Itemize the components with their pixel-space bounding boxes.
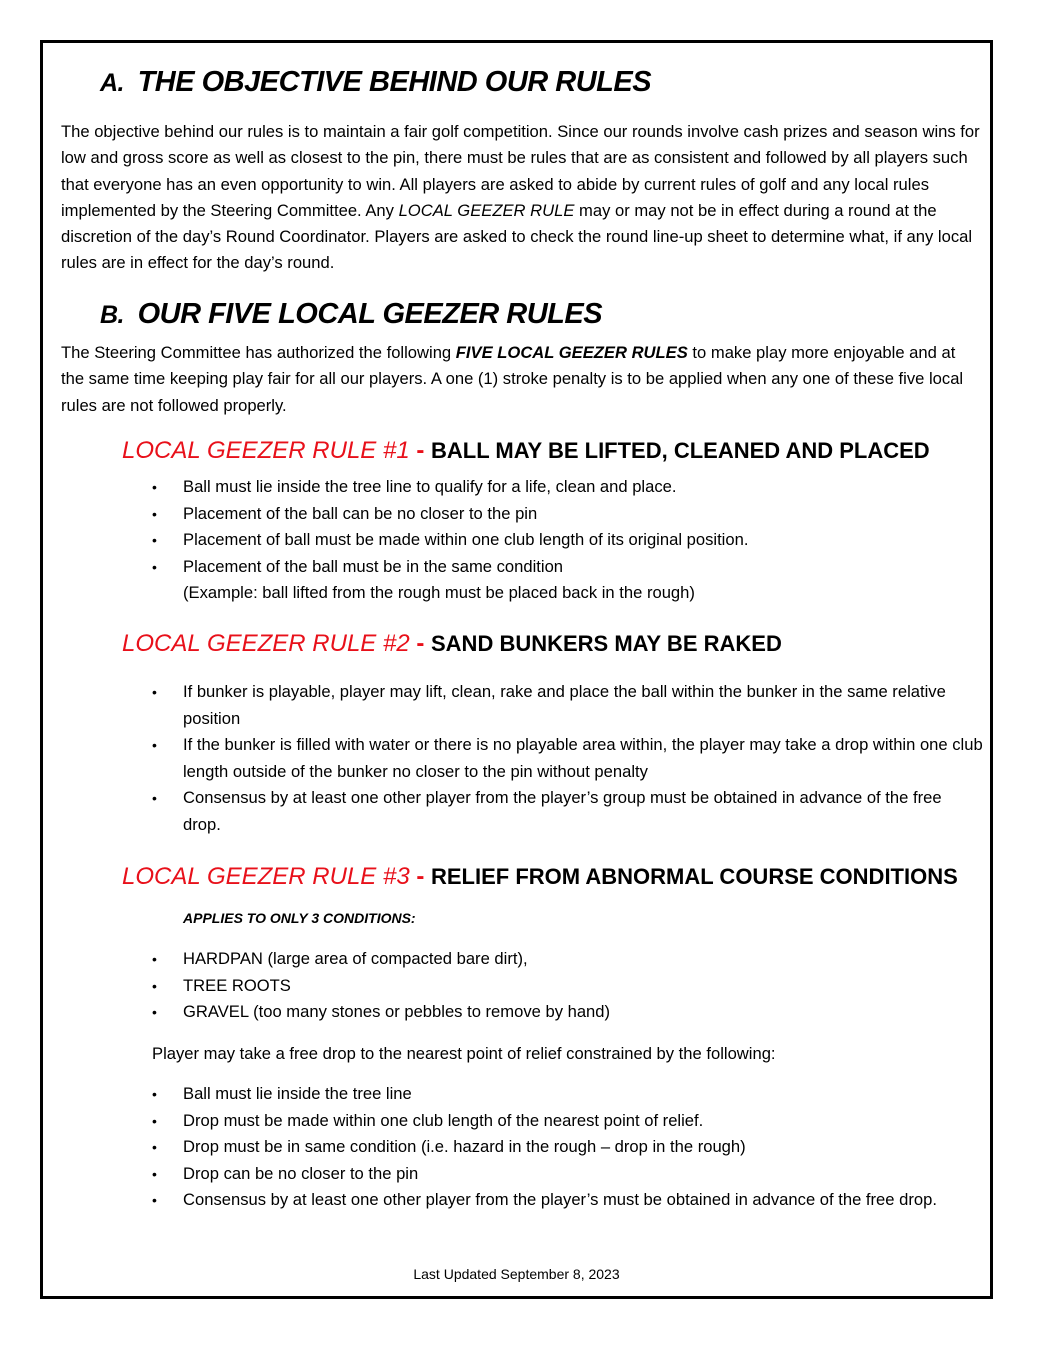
list-item-text: Drop can be no closer to the pin	[183, 1163, 419, 1183]
rule3-applies: APPLIES TO ONLY 3 CONDITIONS:	[183, 910, 416, 926]
rule1-bullet-list	[152, 474, 973, 607]
rule3-label: LOCAL GEEZER RULE #3	[122, 863, 410, 890]
rule1-label: LOCAL GEEZER RULE #1	[122, 437, 410, 464]
bullet-icon: •	[152, 1004, 157, 1021]
bullet-icon: •	[152, 951, 157, 967]
section-a-title: THE OBJECTIVE BEHIND OUR RULES	[137, 66, 652, 98]
section-b-letter: B.	[100, 301, 124, 329]
list-item-text: Drop must be in same condition (i.e. hazard in the rough – drop in the rough)	[183, 1137, 746, 1157]
list-item-continuation	[183, 580, 973, 607]
list-item-text: Consensus by at least one other player from the player’s group must be obtained in advance of the free drop.	[183, 788, 942, 834]
section-a-letter: A.	[100, 69, 124, 97]
bullet-icon: •	[152, 1086, 157, 1102]
rule2-label: LOCAL GEEZER RULE #2	[122, 630, 410, 657]
bullet-icon: •	[152, 532, 157, 549]
section-b-text-1: The Steering Committee has authorized the following	[61, 343, 456, 362]
rule3-title: RELIEF FROM ABNORMAL COURSE CONDITIONS	[431, 864, 958, 889]
list-item-text: Ball must lie inside the tree line to qualify for a life, clean and place.	[183, 477, 677, 496]
bullet-icon: •	[152, 1165, 157, 1182]
bullet-icon: •	[152, 479, 157, 495]
rule2-title: SAND BUNKERS MAY BE RAKED	[431, 631, 782, 656]
rule2-dash: -	[409, 630, 431, 657]
list-item	[152, 973, 973, 1000]
section-a-text-2: may or may not be in effect during a round at the discretion of the day’s Round Coordinator. Players are asked to check the round line-up sheet to determine what, if any local rules are in effect for the day’s round.	[61, 200, 973, 273]
rule1-heading	[122, 437, 930, 465]
rule1-dash: -	[409, 437, 431, 464]
list-item	[152, 999, 973, 1026]
list-item-text: HARDPAN (large area of compacted bare dirt),	[183, 949, 528, 968]
list-item	[152, 474, 973, 501]
list-item	[152, 1187, 973, 1214]
rule3-intro: Player may take a free drop to the nearest point of relief constrained by the following:	[152, 1044, 776, 1063]
list-item	[152, 1081, 973, 1108]
rule1-title: BALL MAY BE LIFTED, CLEANED AND PLACED	[431, 438, 930, 463]
list-item	[152, 554, 973, 581]
list-item-text: If the bunker is filled with water or there is no playable area within, the player may take a drop within one club length outside of the bunker no closer to the pin without penalty	[183, 735, 983, 781]
rule3-heading	[122, 863, 958, 891]
list-item-text: If bunker is playable, player may lift, clean, rake and place the ball within the bunker in the same relative position	[183, 682, 946, 728]
list-item	[152, 527, 973, 554]
bullet-icon: •	[152, 1139, 157, 1156]
bullet-icon: •	[152, 1192, 157, 1209]
bullet-icon: •	[152, 558, 157, 575]
section-b-heading	[100, 298, 602, 331]
list-item-text: Ball must lie inside the tree line	[183, 1084, 412, 1103]
list-item	[152, 1134, 973, 1161]
section-b-text-emph: FIVE LOCAL GEEZER RULES	[455, 343, 688, 362]
list-item	[152, 679, 983, 732]
rule3-bullet-list	[152, 1081, 973, 1214]
list-item-text: TREE ROOTS	[183, 975, 291, 995]
list-item-text: Drop must be made within one club length of the nearest point of relief.	[183, 1110, 704, 1130]
bullet-icon: •	[152, 737, 157, 754]
list-item	[152, 501, 973, 528]
list-item	[152, 785, 983, 838]
section-a-text-1: The objective behind our rules is to maintain a fair golf competition. Since our rounds involve cash prizes and season wins for low and gross score as well as closest to the pin, there must be rules that are as consistent and followed by all players such that everyone has an even opportunity to win. All players are asked to abide by current rules of golf and any local rules implemented by the Steering Committee. Any	[61, 122, 980, 220]
list-item	[152, 1161, 973, 1188]
bullet-icon: •	[152, 977, 157, 994]
section-a-heading	[100, 66, 651, 99]
rule2-heading	[122, 630, 782, 658]
footer-last-updated: Last Updated September 8, 2023	[413, 1266, 620, 1282]
rule3-dash: -	[409, 863, 431, 890]
bullet-icon: •	[152, 790, 157, 807]
section-a-paragraph	[61, 119, 981, 277]
rule3-conditions-list	[152, 946, 973, 1026]
bullet-icon: •	[152, 1112, 157, 1129]
list-item	[152, 1108, 973, 1135]
rule2-bullet-list	[152, 679, 983, 839]
list-item-text: Placement of the ball must be in the same condition	[183, 556, 564, 576]
section-b-paragraph	[61, 340, 981, 419]
bullet-icon: •	[152, 684, 157, 700]
list-item-text: GRAVEL (too many stones or pebbles to remove by hand)	[183, 1002, 611, 1022]
list-item-text: Consensus by at least one other player from the player’s must be obtained in advance of the free drop.	[183, 1190, 937, 1210]
section-b-title: OUR FIVE LOCAL GEEZER RULES	[137, 298, 603, 330]
bullet-icon: •	[152, 505, 157, 522]
list-item-text: Placement of ball must be made within one club length of its original position.	[183, 530, 749, 550]
list-item	[152, 946, 973, 973]
list-item	[152, 732, 983, 785]
section-b-text-2: to make play more enjoyable and at the same time keeping play fair for all our players. A one (1) stroke penalty is to be applied when any one of these five local rules are not followed properly.	[61, 343, 964, 415]
list-item-text: Placement of the ball can be no closer to the pin	[183, 503, 538, 523]
rule1-example: (Example: ball lifted from the rough must be placed back in the rough)	[183, 583, 695, 603]
section-a-text-emph: LOCAL GEEZER RULE	[398, 200, 575, 220]
